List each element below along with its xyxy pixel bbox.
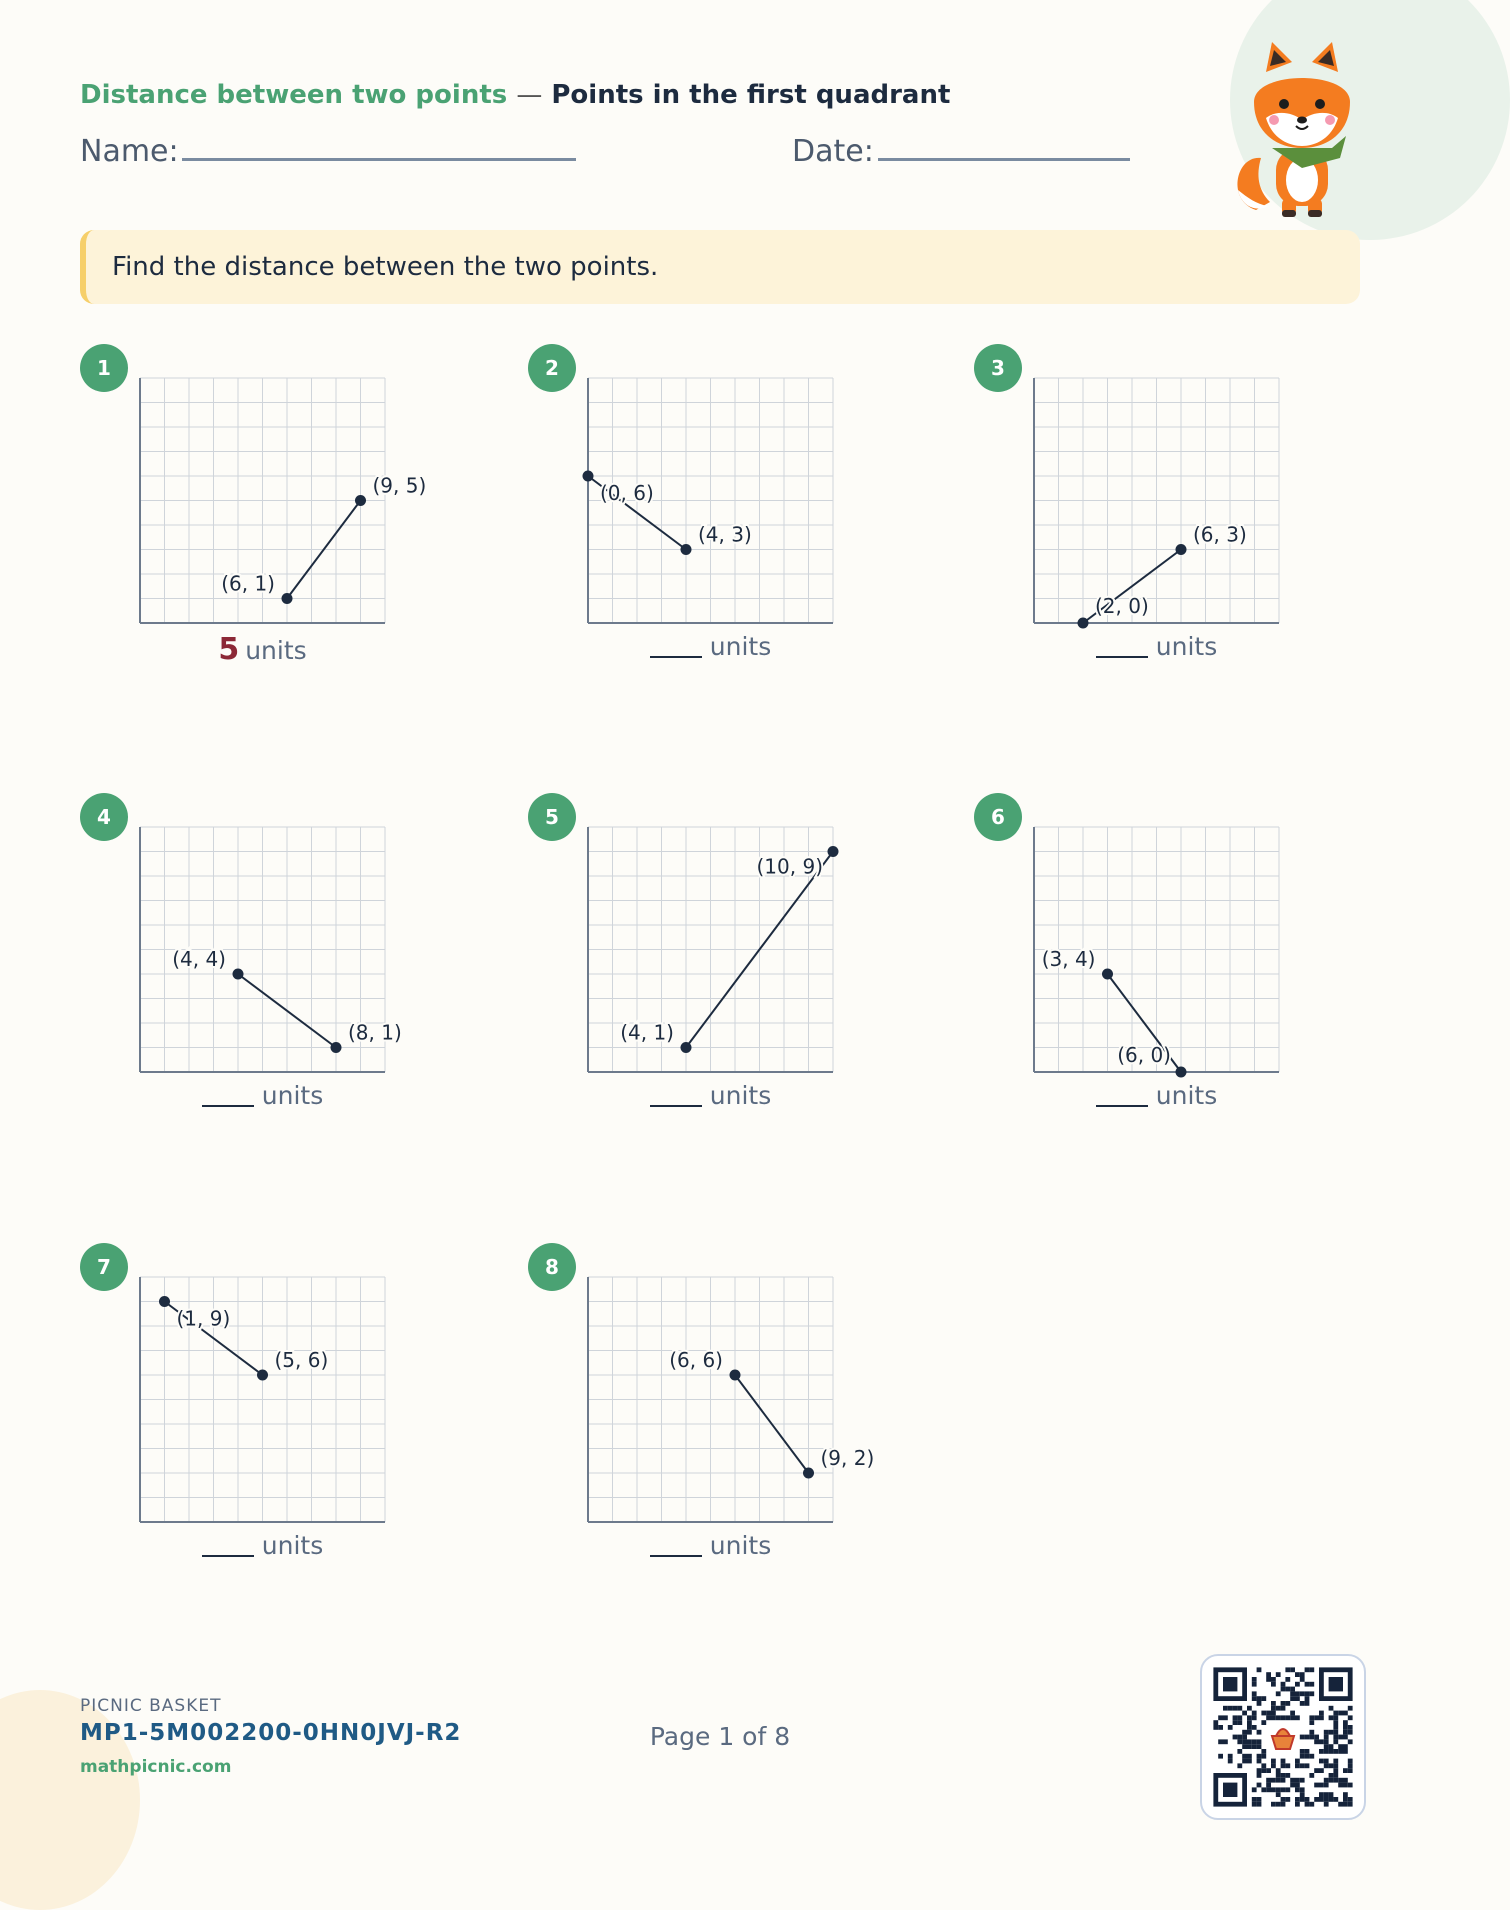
- coordinate-grid: [134, 821, 402, 1078]
- problem-number-badge: 6: [974, 793, 1022, 841]
- problem-1: [80, 344, 480, 724]
- name-field[interactable]: [182, 158, 576, 161]
- point-marker: [1176, 1067, 1187, 1078]
- footer-brand: PICNIC BASKET: [80, 1696, 222, 1716]
- point-marker: [803, 1468, 814, 1479]
- problem-4: [80, 793, 480, 1173]
- title-separator: —: [516, 80, 543, 110]
- point-marker: [233, 969, 244, 980]
- answer-unit: units: [245, 636, 307, 665]
- point-label: (4, 4): [172, 947, 226, 971]
- point-label: (8, 1): [348, 1020, 402, 1045]
- point-marker: [730, 1370, 741, 1381]
- problem-7: [80, 1243, 480, 1623]
- point-label: (6, 1): [221, 571, 275, 596]
- answer-unit: units: [261, 1531, 324, 1560]
- answer-unit: units: [1155, 632, 1218, 661]
- answer-line: [588, 1081, 833, 1110]
- problem-3: [974, 344, 1374, 724]
- answer-blank[interactable]: [202, 1105, 254, 1107]
- problem-2: [528, 344, 928, 724]
- instruction-banner: Find the distance between the two points.: [80, 230, 1360, 304]
- qr-code-icon: [1202, 1656, 1364, 1818]
- answer-blank[interactable]: [650, 1555, 702, 1557]
- coordinate-grid: [582, 1271, 875, 1528]
- answer-blank[interactable]: [1096, 656, 1148, 658]
- answer-blank[interactable]: [1096, 1105, 1148, 1107]
- coordinate-grid: [582, 372, 839, 629]
- title-subtopic: Points in the first quadrant: [551, 80, 951, 110]
- point-label: (6, 0): [1117, 1043, 1171, 1067]
- worksheet-title: [80, 80, 950, 110]
- answer-unit: units: [709, 632, 772, 661]
- answer-line: [588, 1531, 833, 1560]
- answer-unit: units: [709, 1531, 772, 1560]
- point-label: (6, 3): [1193, 522, 1247, 547]
- point-label: (5, 6): [274, 1348, 329, 1372]
- point-marker: [681, 1042, 692, 1053]
- point-label: (3, 4): [1041, 947, 1096, 971]
- answer-value: 5: [218, 632, 240, 667]
- point-marker: [282, 593, 293, 604]
- coordinate-grid: [1028, 372, 1285, 629]
- problem-8: [528, 1243, 928, 1623]
- coordinate-grid: [134, 372, 427, 629]
- point-marker: [355, 495, 366, 506]
- problem-number-badge: 1: [80, 344, 128, 392]
- qr-code: [1200, 1654, 1366, 1820]
- problem-number-badge: 7: [80, 1243, 128, 1291]
- point-marker: [257, 1370, 268, 1381]
- point-marker: [1102, 969, 1113, 980]
- point-label: (1, 9): [176, 1306, 231, 1331]
- point-label: (0, 6): [600, 481, 654, 505]
- answer-line: [140, 1081, 385, 1110]
- answer-line: [1034, 1081, 1279, 1110]
- answer-blank[interactable]: [650, 1105, 702, 1107]
- problem-5: [528, 793, 928, 1173]
- date-field[interactable]: [878, 158, 1130, 161]
- point-label: (4, 1): [620, 1020, 674, 1045]
- point-label: (9, 5): [372, 473, 427, 498]
- point-marker: [159, 1296, 170, 1307]
- page-indicator: Page 1 of 8: [649, 1722, 791, 1751]
- answer-line: [140, 1531, 385, 1560]
- point-label: (4, 3): [698, 522, 752, 547]
- problem-number-badge: 2: [528, 344, 576, 392]
- fox-mascot-icon: [1236, 40, 1368, 220]
- coordinate-grid: [1028, 821, 1285, 1078]
- problem-6: [974, 793, 1374, 1173]
- worksheet-code: MP1-5M002200-0HN0JVJ-R2: [80, 1720, 462, 1746]
- answer-blank[interactable]: [650, 656, 702, 658]
- answer-unit: units: [1155, 1081, 1218, 1110]
- answer-line: [140, 632, 385, 667]
- title-topic: Distance between two points: [80, 80, 508, 110]
- point-marker: [1078, 618, 1089, 629]
- point-marker: [583, 471, 594, 482]
- answer-unit: units: [709, 1081, 772, 1110]
- point-label: (2, 0): [1095, 594, 1149, 618]
- problem-number-badge: 5: [528, 793, 576, 841]
- coordinate-grid: [134, 1271, 391, 1528]
- problem-number-badge: 8: [528, 1243, 576, 1291]
- problem-number-badge: 3: [974, 344, 1022, 392]
- date-label: Date:: [792, 134, 874, 169]
- answer-blank[interactable]: [202, 1555, 254, 1557]
- point-marker: [331, 1042, 342, 1053]
- point-label: (10, 9): [756, 854, 823, 879]
- point-marker: [828, 846, 839, 857]
- footer-site-link[interactable]: mathpicnic.com: [80, 1757, 232, 1777]
- point-label: (6, 6): [669, 1348, 723, 1372]
- point-label: (9, 2): [820, 1446, 875, 1470]
- problem-number-badge: 4: [80, 793, 128, 841]
- answer-line: [1034, 632, 1279, 661]
- point-marker: [1176, 544, 1187, 555]
- coordinate-grid: [582, 821, 839, 1078]
- answer-unit: units: [261, 1081, 324, 1110]
- point-marker: [681, 544, 692, 555]
- answer-line: [588, 632, 833, 661]
- name-label: Name:: [80, 134, 179, 169]
